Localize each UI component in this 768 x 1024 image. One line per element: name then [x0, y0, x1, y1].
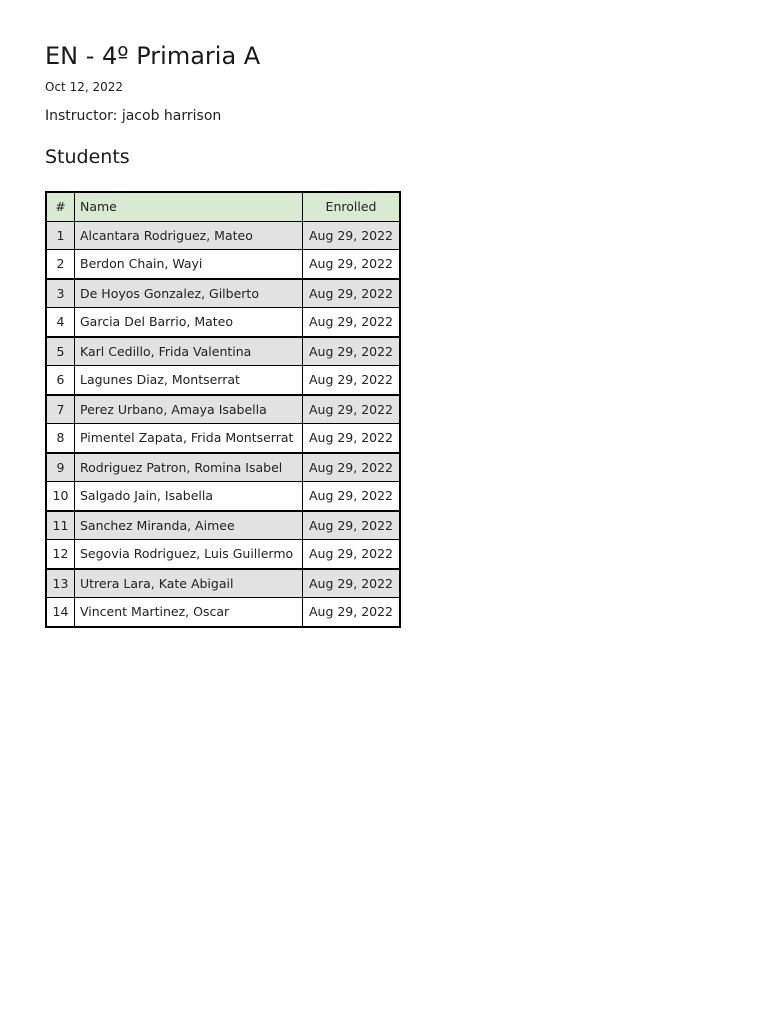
- cell-enrolled: Aug 29, 2022: [303, 308, 401, 337]
- cell-number: 9: [46, 453, 75, 482]
- cell-number: 1: [46, 221, 75, 250]
- table-row: [46, 424, 400, 453]
- column-header-name: Name: [75, 192, 303, 221]
- cell-name: Alcantara Rodriguez, Mateo: [75, 221, 303, 250]
- cell-number: 12: [46, 540, 75, 569]
- cell-enrolled: Aug 29, 2022: [303, 453, 401, 482]
- cell-number: 7: [46, 395, 75, 424]
- cell-enrolled: Aug 29, 2022: [303, 337, 401, 366]
- column-header-enrolled: Enrolled: [303, 192, 401, 221]
- cell-enrolled: Aug 29, 2022: [303, 366, 401, 395]
- cell-enrolled: Aug 29, 2022: [303, 279, 401, 308]
- students-table: [45, 191, 401, 628]
- cell-enrolled: Aug 29, 2022: [303, 482, 401, 511]
- cell-name: Segovia Rodriguez, Luis Guillermo: [75, 540, 303, 569]
- cell-number: 10: [46, 482, 75, 511]
- cell-enrolled: Aug 29, 2022: [303, 540, 401, 569]
- instructor-line: Instructor: jacob harrison: [45, 108, 222, 124]
- cell-number: 3: [46, 279, 75, 308]
- cell-name: Berdon Chain, Wayi: [75, 250, 303, 279]
- cell-name: Lagunes Diaz, Montserrat: [75, 366, 303, 395]
- cell-name: Salgado Jain, Isabella: [75, 482, 303, 511]
- table-header-row: [46, 192, 400, 221]
- cell-name: Sanchez Miranda, Aimee: [75, 511, 303, 540]
- table-row: [46, 250, 400, 279]
- cell-name: Garcia Del Barrio, Mateo: [75, 308, 303, 337]
- cell-enrolled: Aug 29, 2022: [303, 424, 401, 453]
- cell-enrolled: Aug 29, 2022: [303, 569, 401, 598]
- table-row: [46, 279, 400, 308]
- cell-number: 2: [46, 250, 75, 279]
- section-title-students: Students: [45, 146, 130, 168]
- cell-number: 4: [46, 308, 75, 337]
- table-row: [46, 337, 400, 366]
- column-header-number: #: [46, 192, 75, 221]
- report-date: Oct 12, 2022: [45, 80, 123, 94]
- cell-number: 11: [46, 511, 75, 540]
- cell-number: 8: [46, 424, 75, 453]
- table-row: [46, 453, 400, 482]
- page-title: EN - 4º Primaria A: [45, 42, 261, 70]
- cell-name: Vincent Martinez, Oscar: [75, 598, 303, 627]
- cell-enrolled: Aug 29, 2022: [303, 221, 401, 250]
- table-header: [46, 192, 400, 221]
- cell-name: Karl Cedillo, Frida Valentina: [75, 337, 303, 366]
- cell-name: De Hoyos Gonzalez, Gilberto: [75, 279, 303, 308]
- table-row: [46, 482, 400, 511]
- table-row: [46, 569, 400, 598]
- table-row: [46, 511, 400, 540]
- cell-number: 14: [46, 598, 75, 627]
- table-body: [46, 221, 400, 627]
- cell-number: 5: [46, 337, 75, 366]
- cell-number: 13: [46, 569, 75, 598]
- cell-enrolled: Aug 29, 2022: [303, 395, 401, 424]
- cell-enrolled: Aug 29, 2022: [303, 511, 401, 540]
- cell-name: Utrera Lara, Kate Abigail: [75, 569, 303, 598]
- cell-name: Perez Urbano, Amaya Isabella: [75, 395, 303, 424]
- cell-name: Rodriguez Patron, Romina Isabel: [75, 453, 303, 482]
- table-row: [46, 598, 400, 627]
- cell-enrolled: Aug 29, 2022: [303, 598, 401, 627]
- table-row: [46, 366, 400, 395]
- cell-name: Pimentel Zapata, Frida Montserrat: [75, 424, 303, 453]
- cell-enrolled: Aug 29, 2022: [303, 250, 401, 279]
- table-row: [46, 308, 400, 337]
- table-row: [46, 395, 400, 424]
- table-row: [46, 540, 400, 569]
- cell-number: 6: [46, 366, 75, 395]
- table-row: [46, 221, 400, 250]
